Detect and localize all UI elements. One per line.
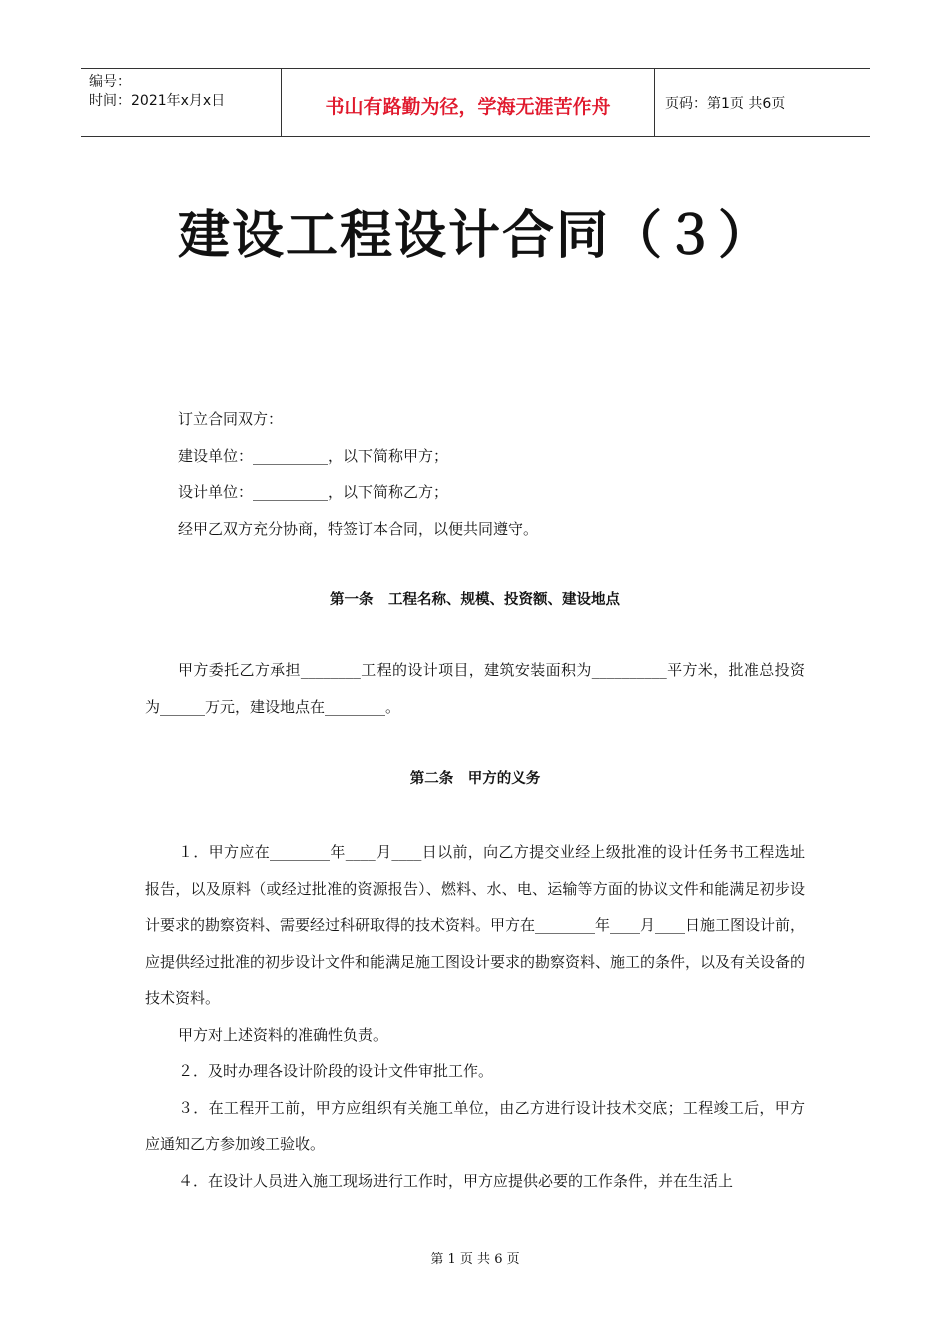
article2-item-2: ２．及时办理各设计阶段的设计文件审批工作。: [178, 1062, 494, 1080]
article1-body-wrap: [145, 652, 805, 725]
document-number-label: 编号：: [89, 74, 131, 90]
header-meta: [81, 69, 281, 136]
page-footer: 第 1 页 共 6 页: [430, 1252, 520, 1267]
header-motto: 书山有路勤为径，学海无涯苦作舟: [281, 69, 655, 136]
article1-body: 甲方委托乙方承担________工程的设计项目，建筑安装面积为__________平方米，批准总投资为______万元，建设地点在________。: [145, 661, 805, 716]
article2-heading-wrap: [145, 767, 805, 791]
document-header: [81, 68, 870, 137]
article1-heading-wrap: [145, 588, 805, 612]
agreement-line: 经甲乙双方充分协商，特签订本合同，以便共同遵守。: [178, 519, 539, 538]
article2-item-note: 甲方对上述资料的准确性负责。: [178, 1025, 389, 1044]
article1-heading: 第一条 工程名称、规模、投资额、建设地点: [330, 592, 620, 608]
header-page-info: 页码：第1页 共6页: [665, 95, 786, 112]
article2-item-4: ４．在设计人员进入施工现场进行工作时，甲方应提供必要的工作条件，并在生活上: [178, 1171, 734, 1190]
article2-heading: 第二条 甲方的义务: [409, 771, 541, 787]
article2-item-1: １．甲方应在________年____月____日以前，向乙方提交业经上级批准的设计任务书工程选址报告，以及原料（或经过批准的资源报告）、燃料、水、电、运输等方面的协议文件和能满足初步设计要求的勘察资料、需要经过科研取得的技术资料。甲方在________年____月____日施工图设计前，应提供经过批准的初步设计文件和能满足施工图设计要求的勘察资料、施工的条件，以及有关设备的技术资料。: [145, 843, 806, 1007]
parties-heading: 订立合同双方：: [178, 410, 284, 428]
article2-item-3: ３．在工程开工前，甲方应组织有关施工单位，由乙方进行设计技术交底；工程竣工后，甲方应通知乙方参加竣工验收。: [145, 1098, 805, 1153]
party-a-line: 建设单位：__________，以下简称甲方；: [178, 446, 449, 465]
document-time-label: 时间：2021年x月x日: [89, 93, 226, 109]
intro-section: [145, 401, 805, 547]
document-title: 建设工程设计合同（３）: [177, 206, 772, 266]
party-b-line: 设计单位：__________，以下简称乙方；: [178, 483, 449, 501]
article2-body: [145, 834, 805, 1199]
